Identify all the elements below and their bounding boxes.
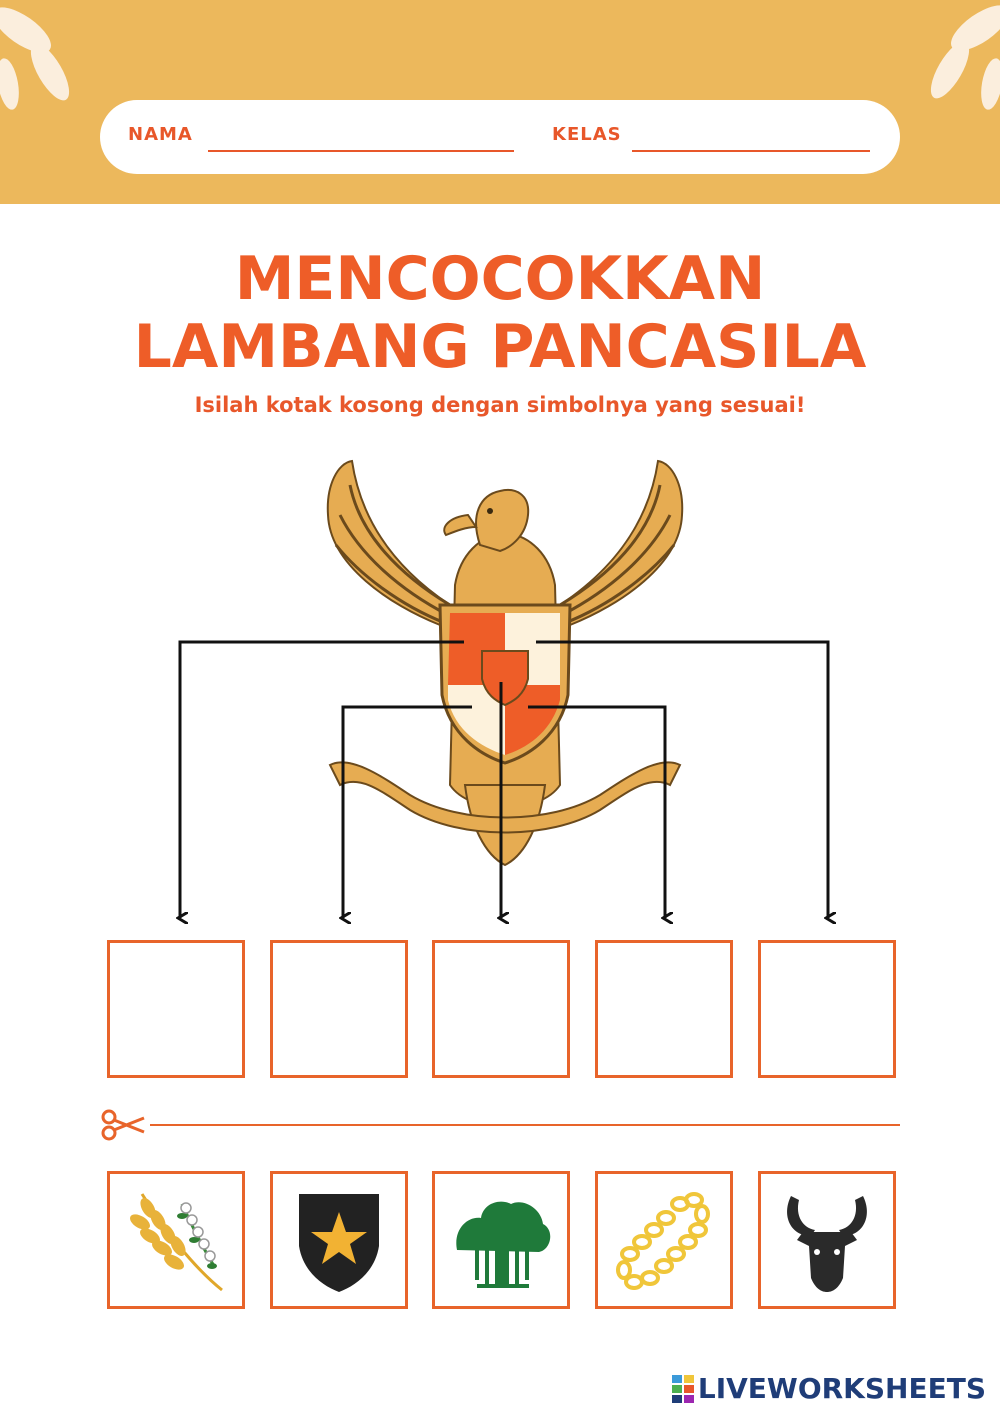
banyan-tree-icon <box>447 1186 555 1294</box>
gold-chain-icon <box>610 1186 718 1294</box>
class-field[interactable] <box>632 150 870 152</box>
answer-box-2[interactable] <box>270 940 408 1078</box>
instruction-text: Isilah kotak kosong dengan simbolnya yang sesuai! <box>194 393 806 417</box>
symbol-card-gold-chain[interactable] <box>595 1171 733 1309</box>
footer-brand-text: LIVEWORKSHEETS <box>697 1372 986 1405</box>
name-class-pill <box>100 100 900 174</box>
rice-cotton-icon <box>122 1186 230 1294</box>
answer-box-4[interactable] <box>595 940 733 1078</box>
class-label: KELAS <box>552 124 622 145</box>
liveworksheets-logo-icon <box>672 1375 694 1403</box>
answer-box-3[interactable] <box>432 940 570 1078</box>
answer-box-1[interactable] <box>107 940 245 1078</box>
name-label: NAMA <box>128 124 193 145</box>
cut-line <box>150 1124 900 1126</box>
garuda-pancasila-icon <box>290 455 720 875</box>
symbol-card-rice-cotton[interactable] <box>107 1171 245 1309</box>
answer-box-5[interactable] <box>758 940 896 1078</box>
symbol-card-banyan-tree[interactable] <box>432 1171 570 1309</box>
name-field[interactable] <box>208 150 514 152</box>
footer-brand <box>672 1372 986 1405</box>
star-shield-icon <box>285 1186 393 1294</box>
bull-head-icon <box>773 1186 881 1294</box>
symbol-card-bull-head[interactable] <box>758 1171 896 1309</box>
page-title-line-2: LAMBANG PANCASILA <box>133 312 867 382</box>
page-title-line-1: MENCOCOKKAN <box>234 244 766 314</box>
symbol-card-star-shield[interactable] <box>270 1171 408 1309</box>
header-band <box>0 0 1000 204</box>
scissors-icon <box>100 1108 146 1142</box>
